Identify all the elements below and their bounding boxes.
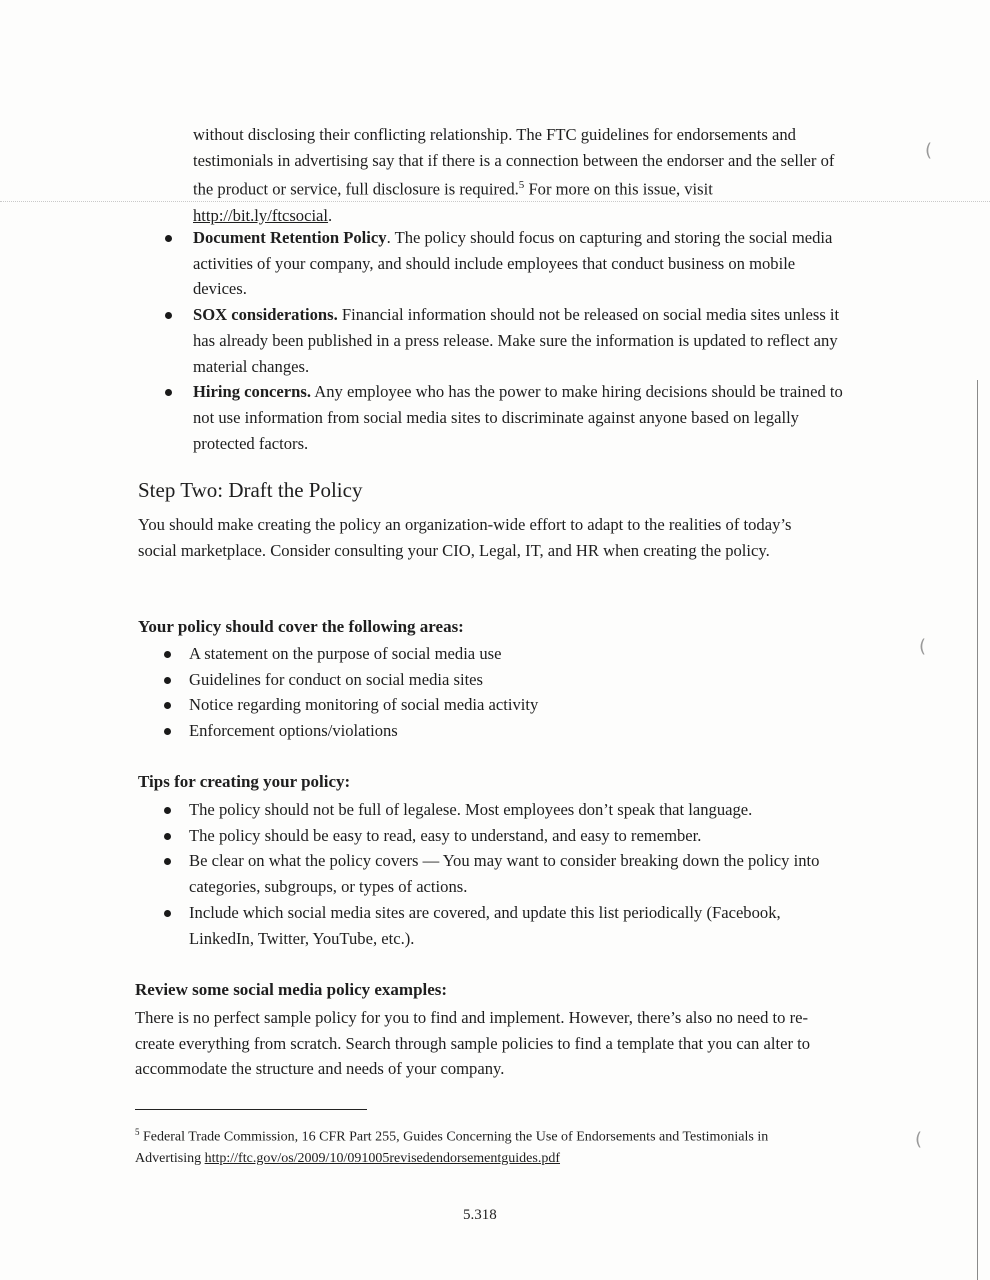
bullet-icon	[164, 702, 171, 709]
bullet-icon	[164, 807, 171, 814]
list-item	[189, 848, 829, 899]
list-item	[189, 667, 829, 693]
page-number: 5.318	[463, 1207, 497, 1223]
item-text: A statement on the purpose of social media use	[189, 644, 502, 663]
footnote	[135, 1122, 825, 1169]
margin-mark: (	[925, 140, 933, 161]
list-item	[189, 900, 829, 951]
tips-list	[189, 797, 829, 951]
footnote-text: Federal Trade Commission, 16 CFR Part 255, Guides Concerning the Use of Endorsements and Testimonials in Advertising	[135, 1129, 769, 1166]
cover-areas-heading: Your policy should cover the following areas:	[138, 617, 464, 636]
item-title: Document Retention Policy	[193, 228, 387, 247]
item-text: Be clear on what the policy covers — You may want to consider breaking down the policy into categories, subgroups, or types of actions.	[189, 851, 820, 897]
step-two-heading: Step Two: Draft the Policy	[138, 478, 363, 502]
bullet-icon	[164, 858, 171, 865]
item-text: Notice regarding monitoring of social media activity	[189, 695, 539, 715]
bullet-icon	[164, 910, 171, 917]
bullet-icon	[164, 677, 171, 684]
cover-areas-list	[189, 641, 829, 744]
ftc-social-link[interactable]: http://bit.ly/ftcsocial	[193, 205, 329, 225]
item-body: The policy should focus on capturing and storing the social media activities of your company, and should include employees that conduct business on mobile devices.	[193, 228, 833, 299]
list-item	[193, 379, 843, 456]
examples-paragraph: There is no perfect sample policy for you to find and implement. However, there’s also no need to re-create everything from scratch. Search through sample policies to find a template that you can alter to accommodate the structure and needs of your company.	[135, 1008, 811, 1079]
item-body: Any employee who has the power to make hiring decisions should be trained to not use information from social media sites to discriminate against anyone based on legally protected factors.	[193, 382, 843, 453]
considerations-list	[193, 225, 843, 456]
scan-edge-rule	[977, 380, 978, 1280]
list-item	[189, 797, 829, 823]
item-text: The policy should be easy to read, easy to understand, and easy to remember.	[189, 825, 702, 845]
list-item	[189, 641, 829, 667]
bullet-icon	[165, 389, 172, 396]
item-text: Guidelines for conduct on social media sites	[189, 669, 484, 689]
item-sep: .	[386, 228, 391, 247]
margin-mark: (	[919, 636, 927, 657]
item-title: SOX considerations.	[193, 305, 338, 325]
intro-paragraph	[193, 122, 843, 228]
examples-heading: Review some social media policy examples:	[135, 980, 448, 999]
item-text: Include which social media sites are covered, and update this list periodically (Facebook, LinkedIn, Twitter, YouTube, etc.).	[189, 902, 781, 948]
footnote-number: 5	[135, 1127, 140, 1137]
list-item	[193, 225, 843, 302]
item-title: Hiring concerns.	[193, 382, 311, 402]
margin-mark: (	[915, 1129, 923, 1150]
item-text: The policy should not be full of legalese. Most employees don’t speak that language.	[189, 800, 753, 819]
list-item	[189, 692, 829, 718]
bullet-icon	[164, 728, 171, 735]
intro-end: .	[328, 205, 333, 225]
footnote-rule	[135, 1109, 367, 1110]
list-item	[193, 302, 843, 379]
list-item	[189, 823, 829, 849]
ftc-guides-link[interactable]: http://ftc.gov/os/2009/10/091005revisedendorsementguides.pdf	[204, 1150, 561, 1166]
list-item	[189, 718, 829, 744]
intro-text: without disclosing their conflicting relationship. The FTC guidelines for endorsements and testimonials in advertising say that if there is a connection between the endorser and the seller of the product or service, full disclosure is required.	[193, 125, 835, 199]
bullet-icon	[165, 312, 172, 319]
step-two-paragraph: You should make creating the policy an organization-wide effort to adapt to the realities of today’s social marketplace. Consider consulting your CIO, Legal, IT, and HR when creating the policy.	[138, 515, 792, 560]
bullet-icon	[164, 833, 171, 840]
footnote-ref[interactable]: 5	[518, 179, 525, 192]
item-text: Enforcement options/violations	[189, 721, 398, 741]
bullet-icon	[164, 651, 171, 658]
tips-heading: Tips for creating your policy:	[138, 772, 351, 791]
bullet-icon	[165, 235, 172, 242]
item-body: Financial information should not be released on social media sites unless it has already been published in a press release. Make sure the information is updated to reflect any material changes.	[193, 305, 840, 376]
intro-text-after: For more on this issue, visit	[524, 179, 713, 199]
